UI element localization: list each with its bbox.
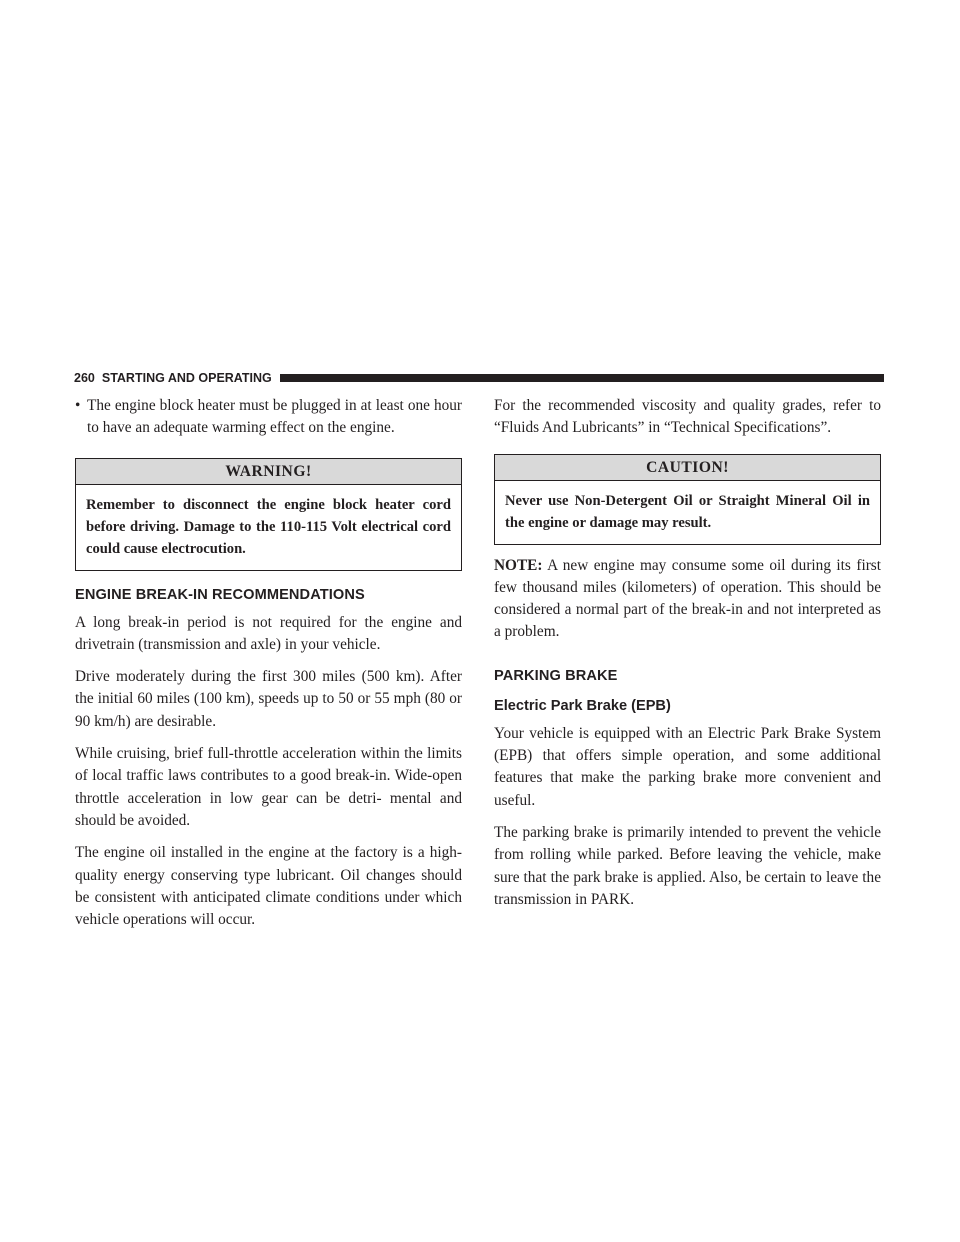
bullet-icon: • [75,397,81,414]
warning-text: Remember to disconnect the engine block heater cord before driving. Damage to the 110-115 Volt electrical cord could cause electrocution. [86,496,451,557]
page-header [74,370,884,386]
paragraph: For the recommended viscosity and quality grades, refer to “Fluids And Lubricants” in “Technical Specifications”. [494,397,881,437]
left-column [75,395,462,941]
caution-box [494,454,881,545]
parking-brake-heading: PARKING BRAKE [494,667,618,684]
section-title: STARTING AND OPERATING [101,371,272,385]
note-paragraph [494,555,881,644]
paragraph: The engine oil installed in the engine at the factory is a high-quality energy conserving type lubricant. Oil changes should be consistent with anticipated climate conditions under which vehicle operations will occur. [75,844,462,929]
note-text: A new engine may consume some oil during its first few thousand miles (kilometers) of operation. This should be considered a normal part of the break-in and not interpreted as a problem. [494,556,882,641]
paragraph: Your vehicle is equipped with an Electric Park Brake System (EPB) that offers simple operation, and some additional features that make the parking brake more convenient and useful. [494,724,881,809]
warning-title: WARNING! [76,459,461,485]
epb-subheading: Electric Park Brake (EPB) [494,697,671,714]
warning-box [75,458,462,571]
note-label: NOTE: [494,556,543,574]
page-number: 260 [74,371,95,385]
paragraph: While cruising, brief full-throttle acceleration within the limits of local traffic laws contributes to a good break-in. Wide-open throttle acceleration in low gear can be detri- mental and should be avoided. [75,745,462,829]
paragraph: A long break-in period is not required for the engine and drivetrain (transmission and axle) in your vehicle. [75,613,462,653]
right-column [494,395,881,921]
bullet-item [75,395,462,440]
break-in-heading: ENGINE BREAK-IN RECOMMENDATIONS [75,586,365,603]
paragraph: Drive moderately during the first 300 miles (500 km). After the initial 60 miles (100 km), speeds up to 50 or 55 mph (80 or 90 km/h) are desirable. [75,668,462,730]
bullet-text: The engine block heater must be plugged in at least one hour to have an adequate warming effect on the engine. [87,397,462,437]
paragraph: The parking brake is primarily intended to prevent the vehicle from rolling while parked. Before leaving the vehicle, make sure that the park brake is applied. Also, be certain to leave the transmission in PARK. [494,823,881,908]
header-rule [280,374,884,382]
caution-text: Never use Non-Detergent Oil or Straight Mineral Oil in the engine or damage may result. [505,492,870,531]
caution-title: CAUTION! [495,455,880,481]
